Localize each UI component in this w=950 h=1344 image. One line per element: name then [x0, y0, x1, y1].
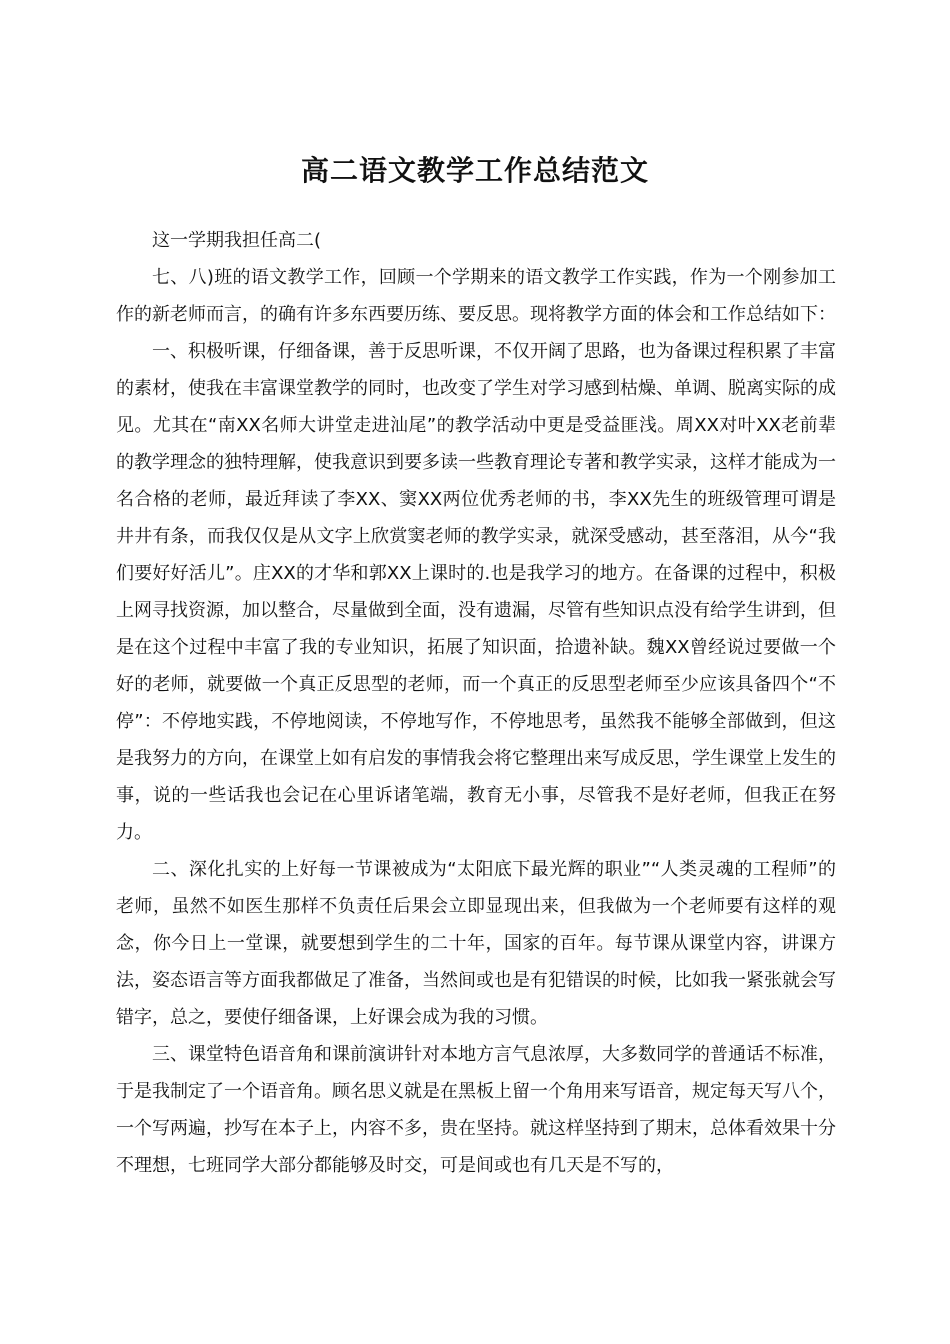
document-title: 高二语文教学工作总结范文 — [300, 153, 649, 187]
document-body — [116, 222, 836, 1184]
paragraph-section-3: 三、课堂特色语音角和课前演讲针对本地方言气息浓厚，大多数同学的普通话不标准，于是我制定了一个语音角。顾名思义就是在黑板上留一个角用来写语音，规定每天写八个，一个写两遍，抄写在本子上，内容不多，贵在坚持。就这样坚持到了期末，总体看效果十分不理想，七班同学大部分都能够及时交，可是间或也有几天是不写的， — [116, 1044, 836, 1176]
paragraph-overview: 七、八)班的语文教学工作，回顾一个学期来的语文教学工作实践，作为一个刚参加工作的新老师而言，的确有许多东西要历练、要反思。现将教学方面的体会和工作总结如下： — [116, 267, 836, 325]
paragraph-section-2: 二、深化扎实的上好每一节课被成为“太阳底下最光辉的职业”“人类灵魂的工程师”的老师，虽然不如医生那样不负责任后果会立即显现出来，但我做为一个老师要有这样的观念，你今日上一堂课，就要想到学生的二十年，国家的百年。每节课从课堂内容，讲课方法，姿态语言等方面我都做足了准备，当然间或也是有犯错误的时候，比如我一紧张就会写错字，总之，要使仔细备课，上好课会成为我的习惯。 — [116, 859, 836, 1028]
paragraph-intro: 这一学期我担任高二( — [152, 230, 322, 251]
paragraph-section-1: 一、积极听课，仔细备课，善于反思听课，不仅开阔了思路，也为备课过程积累了丰富的素材，使我在丰富课堂教学的同时，也改变了学生对学习感到枯燥、单调、脱离实际的成见。尤其在“南XX名师大讲堂走进汕尾”的教学活动中更是受益匪浅。周XX对叶XX老前辈的教学理念的独特理解，使我意识到要多读一些教育理论专著和教学实录，这样才能成为一名合格的老师，最近拜读了李XX、窦XX两位优秀老师的书，李XX先生的班级管理可谓是井井有条，而我仅仅是从文字上欣赏窦老师的教学实录，就深受感动，甚至落泪，从今“我们要好好活儿”。庄XX的才华和郭XX上课时的.也是我学习的地方。在备课的过程中，积极上网寻找资源，加以整合，尽量做到全面，没有遗漏，尽管有些知识点没有给学生讲到，但是在这个过程中丰富了我的专业知识，拓展了知识面，拾遗补缺。魏XX曾经说过要做一个好的老师，就要做一个真正反思型的老师，而一个真正的反思型老师至少应该具备四个“不停”：不停地实践，不停地阅读，不停地写作，不停地思考，虽然我不能够全部做到，但这是我努力的方向，在课堂上如有启发的事情我会将它整理出来写成反思，学生课堂上发生的事，说的一些话我也会记在心里诉诸笔端，教育无小事，尽管我不是好老师，但我正在努力。 — [116, 341, 836, 843]
